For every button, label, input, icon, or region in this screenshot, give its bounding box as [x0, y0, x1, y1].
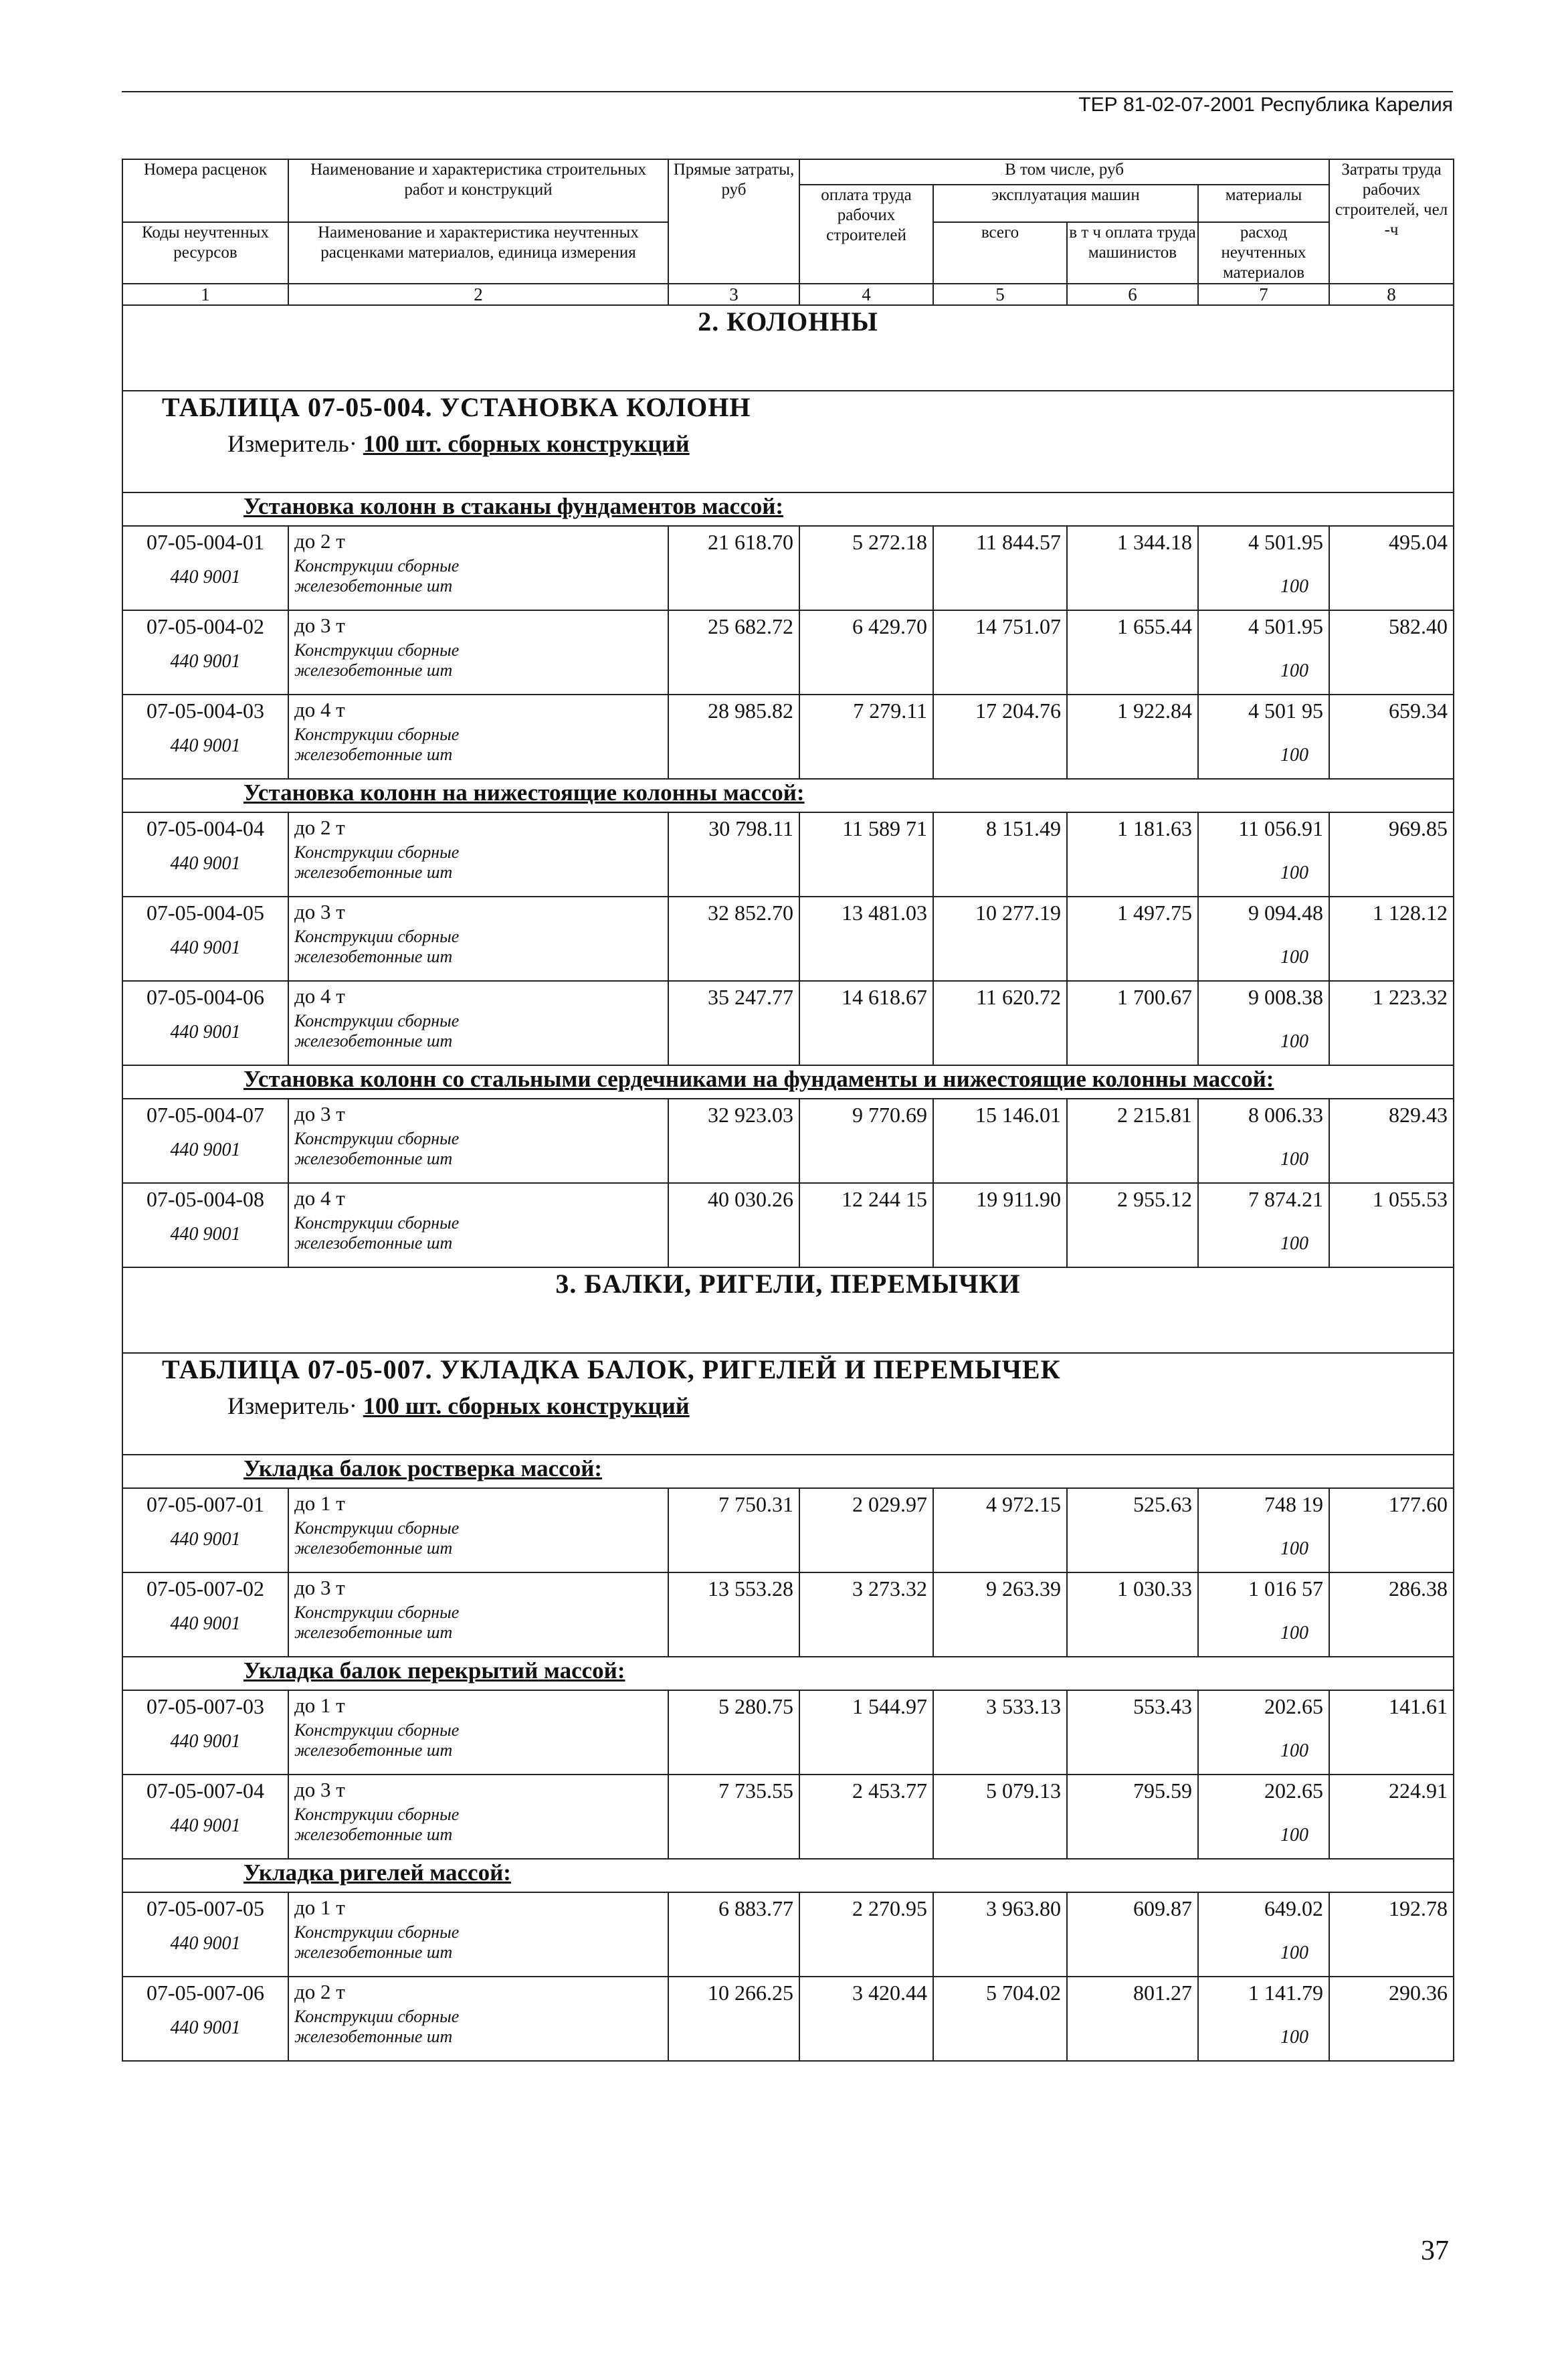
rate-code: 07-05-004-06: [146, 985, 264, 1009]
resource-name-2: железобетонные шт: [294, 1740, 453, 1760]
group-title: Укладка ригелей массой:: [122, 1859, 1454, 1892]
rate-code-cell: [122, 1977, 288, 2061]
work-name: до 3 т: [294, 1102, 345, 1125]
resource-name-2: железобетонные шт: [294, 2027, 453, 2046]
direct-costs: 21 618.70: [668, 526, 799, 610]
labor-hours: 829.43: [1329, 1099, 1454, 1183]
group-title: Установка колонн со стальными сердечниками на фундаменты и нижестоящие колонны массой:: [122, 1065, 1454, 1099]
resource-code: 440 9001: [170, 1613, 241, 1634]
labor-hours: 177.60: [1329, 1488, 1454, 1572]
resource-name-2: железобетонные шт: [294, 1623, 453, 1642]
col-header-exploit: эксплуатация машин: [933, 185, 1198, 222]
materials-cell: [1198, 1892, 1329, 1977]
materials-cost: 649.02: [1264, 1896, 1324, 1920]
materials-cell: [1198, 526, 1329, 610]
group-title: Укладка балок ростверка массой:: [122, 1455, 1454, 1488]
col-header-codes: Номера расценок: [122, 159, 288, 222]
direct-costs: 30 798.11: [668, 812, 799, 897]
rate-code: 07-05-004-02: [146, 614, 264, 638]
table-row: [122, 897, 1454, 981]
table-row: [122, 1892, 1454, 1977]
work-name: до 3 т: [294, 614, 345, 637]
rate-code: 07-05-004-03: [146, 699, 264, 723]
col-header-materials: материалы: [1198, 185, 1329, 222]
rate-code-cell: [122, 812, 288, 897]
material-consumption: 100: [1280, 576, 1309, 597]
labor-pay: 12 244 15: [799, 1183, 933, 1267]
rate-code-cell: [122, 1690, 288, 1775]
resource-name-1: Конструкции сборные: [294, 927, 460, 946]
materials-cost: 11 056.91: [1238, 816, 1324, 840]
work-name-cell: [288, 526, 668, 610]
materials-cost: 1 016 57: [1248, 1576, 1324, 1601]
labor-hours: 969.85: [1329, 812, 1454, 897]
table-title-block: [122, 1353, 1454, 1455]
table-title: ТАБЛИЦА 07-05-004. УСТАНОВКА КОЛОНН: [162, 392, 751, 422]
work-name-cell: [288, 1099, 668, 1183]
resource-code: 440 9001: [170, 853, 241, 874]
labor-hours: 582.40: [1329, 610, 1454, 695]
machinist-pay: 1 344.18: [1067, 526, 1198, 610]
resource-name-2: железобетонные шт: [294, 1538, 453, 1558]
machine-total: 11 844.57: [933, 526, 1067, 610]
labor-hours: 1 055.53: [1329, 1183, 1454, 1267]
work-name: до 4 т: [294, 698, 345, 721]
materials-cost: 4 501.95: [1248, 614, 1324, 638]
labor-pay: 6 429.70: [799, 610, 933, 695]
labor-hours: 224.91: [1329, 1775, 1454, 1859]
table-row: [122, 1977, 1454, 2061]
rate-code-cell: [122, 610, 288, 695]
resource-code: 440 9001: [170, 735, 241, 756]
section-title: 3. БАЛКИ, РИГЕЛИ, ПЕРЕМЫЧКИ: [122, 1267, 1454, 1353]
resource-code: 440 9001: [170, 1529, 241, 1550]
labor-pay: 9 770.69: [799, 1099, 933, 1183]
labor-hours: 286.38: [1329, 1572, 1454, 1657]
col-header-direct: Прямые затраты, руб: [668, 159, 799, 284]
resource-name-1: Конструкции сборные: [294, 1213, 460, 1233]
rate-code-cell: [122, 526, 288, 610]
resource-name-2: железобетонные шт: [294, 576, 453, 596]
resource-code: 440 9001: [170, 937, 241, 958]
machinist-pay: 1 700.67: [1067, 981, 1198, 1065]
rate-code: 07-05-004-07: [146, 1103, 264, 1127]
table-row: [122, 812, 1454, 897]
direct-costs: 35 247.77: [668, 981, 799, 1065]
resource-code: 440 9001: [170, 1815, 241, 1836]
resource-code: 440 9001: [170, 1933, 241, 1954]
table-row: [122, 1572, 1454, 1657]
resource-name-2: железобетонные шт: [294, 947, 453, 966]
direct-costs: 32 852.70: [668, 897, 799, 981]
rate-code-cell: [122, 1572, 288, 1657]
resource-name-2: железобетонные шт: [294, 1233, 453, 1253]
table-row: [122, 1690, 1454, 1775]
table-row: [122, 610, 1454, 695]
materials-cost: 9 094.48: [1248, 901, 1324, 925]
work-name: до 3 т: [294, 1576, 345, 1599]
rate-code: 07-05-007-04: [146, 1779, 264, 1803]
work-name-cell: [288, 897, 668, 981]
material-consumption: 100: [1280, 947, 1309, 968]
rates-table: [122, 159, 1454, 2062]
resource-name-2: железобетонные шт: [294, 1942, 453, 1962]
materials-cell: [1198, 1775, 1329, 1859]
machine-total: 3 963.80: [933, 1892, 1067, 1977]
work-name-cell: [288, 1977, 668, 2061]
col-header-machinist-pay: в т ч оплата труда машинистов: [1067, 222, 1198, 284]
machinist-pay: 801.27: [1067, 1977, 1198, 2061]
material-consumption: 100: [1280, 1623, 1309, 1643]
rate-code: 07-05-007-06: [146, 1981, 264, 2005]
group-title: Установка колонн в стаканы фундаментов массой:: [122, 492, 1454, 526]
labor-pay: 3 420.44: [799, 1977, 933, 2061]
work-name: до 1 т: [294, 1491, 345, 1515]
materials-cost: 4 501 95: [1248, 699, 1324, 723]
machine-total: 4 972.15: [933, 1488, 1067, 1572]
col-header-labor-hours: Затраты труда рабочих строителей, чел -ч: [1329, 159, 1454, 284]
table-row: [122, 1775, 1454, 1859]
materials-cell: [1198, 1690, 1329, 1775]
direct-costs: 32 923.03: [668, 1099, 799, 1183]
work-name-cell: [288, 1690, 668, 1775]
machinist-pay: 525.63: [1067, 1488, 1198, 1572]
work-name-cell: [288, 981, 668, 1065]
resource-name-1: Конструкции сборные: [294, 725, 460, 744]
machinist-pay: 1 922.84: [1067, 695, 1198, 779]
table-row: [122, 695, 1454, 779]
resource-name-2: железобетонные шт: [294, 660, 453, 680]
resource-name-2: железобетонные шт: [294, 1031, 453, 1051]
materials-cost: 1 141.79: [1248, 1981, 1324, 2005]
labor-pay: 3 273.32: [799, 1572, 933, 1657]
labor-hours: 659.34: [1329, 695, 1454, 779]
machine-total: 19 911.90: [933, 1183, 1067, 1267]
resource-name-1: Конструкции сборные: [294, 1720, 460, 1740]
col-header-resource-codes: Коды неучтенных ресурсов: [122, 222, 288, 284]
table-row: [122, 1183, 1454, 1267]
material-consumption: 100: [1280, 745, 1309, 765]
resource-code: 440 9001: [170, 1731, 241, 1752]
materials-cost: 202.65: [1264, 1779, 1324, 1803]
resource-name-1: Конструкции сборные: [294, 556, 460, 575]
column-numbers-row: 1 2 3 4 5 6 7 8: [122, 284, 1454, 305]
rate-code-cell: [122, 1488, 288, 1572]
resource-code: 440 9001: [170, 1224, 241, 1245]
labor-pay: 11 589 71: [799, 812, 933, 897]
work-name-cell: [288, 695, 668, 779]
material-consumption: 100: [1280, 2027, 1309, 2048]
material-consumption: 100: [1280, 1149, 1309, 1170]
table-row: [122, 526, 1454, 610]
materials-cell: [1198, 610, 1329, 695]
materials-cell: [1198, 812, 1329, 897]
materials-cell: [1198, 1488, 1329, 1572]
work-name-cell: [288, 610, 668, 695]
page-number: 37: [1421, 2236, 1449, 2266]
materials-cost: 4 501.95: [1248, 530, 1324, 554]
labor-hours: 1 128.12: [1329, 897, 1454, 981]
work-name-cell: [288, 1572, 668, 1657]
machinist-pay: 1 030.33: [1067, 1572, 1198, 1657]
direct-costs: 25 682.72: [668, 610, 799, 695]
resource-name-2: железобетонные шт: [294, 1825, 453, 1844]
work-name: до 1 т: [294, 1896, 345, 1919]
work-name-cell: [288, 1892, 668, 1977]
resource-code: 440 9001: [170, 651, 241, 672]
work-name-cell: [288, 1775, 668, 1859]
rate-code: 07-05-007-02: [146, 1576, 264, 1601]
material-consumption: 100: [1280, 1740, 1309, 1761]
resource-name-2: железобетонные шт: [294, 863, 453, 882]
rate-code-cell: [122, 1183, 288, 1267]
machine-total: 14 751.07: [933, 610, 1067, 695]
resource-name-1: Конструкции сборные: [294, 1603, 460, 1622]
machinist-pay: 795.59: [1067, 1775, 1198, 1859]
resource-name-2: железобетонные шт: [294, 1149, 453, 1168]
materials-cell: [1198, 695, 1329, 779]
machine-total: 8 151.49: [933, 812, 1067, 897]
materials-cost: 748 19: [1264, 1492, 1324, 1516]
work-name: до 2 т: [294, 816, 345, 839]
materials-cell: [1198, 1183, 1329, 1267]
col-header-name: Наименование и характеристика строительных работ и конструкций: [288, 159, 668, 222]
rate-code: 07-05-004-04: [146, 816, 264, 840]
document-header: ТЕР 81-02-07-2001 Республика Карелия: [1078, 94, 1453, 116]
labor-pay: 13 481.03: [799, 897, 933, 981]
rate-code-cell: [122, 1892, 288, 1977]
rate-code: 07-05-004-01: [146, 530, 264, 554]
material-consumption: 100: [1280, 1942, 1309, 1963]
materials-cell: [1198, 981, 1329, 1065]
rate-code-cell: [122, 897, 288, 981]
work-name: до 3 т: [294, 1778, 345, 1801]
machine-total: 3 533.13: [933, 1690, 1067, 1775]
labor-pay: 5 272.18: [799, 526, 933, 610]
machinist-pay: 1 181.63: [1067, 812, 1198, 897]
material-consumption: 100: [1280, 660, 1309, 681]
resource-name-2: железобетонные шт: [294, 745, 453, 764]
labor-pay: 14 618.67: [799, 981, 933, 1065]
machine-total: 10 277.19: [933, 897, 1067, 981]
machinist-pay: 2 955.12: [1067, 1183, 1198, 1267]
materials-cell: [1198, 897, 1329, 981]
machinist-pay: 2 215.81: [1067, 1099, 1198, 1183]
work-name-cell: [288, 1183, 668, 1267]
direct-costs: 28 985.82: [668, 695, 799, 779]
col-header-exploit-total: всего: [933, 222, 1067, 284]
work-name: до 2 т: [294, 1980, 345, 2003]
machine-total: 15 146.01: [933, 1099, 1067, 1183]
materials-cost: 202.65: [1264, 1694, 1324, 1718]
material-consumption: 100: [1280, 1031, 1309, 1052]
resource-name-1: Конструкции сборные: [294, 1922, 460, 1942]
resource-code: 440 9001: [170, 1022, 241, 1042]
rate-code: 07-05-004-05: [146, 901, 264, 925]
col-header-labor-pay: оплата труда рабочих строителей: [799, 185, 933, 284]
table-row: [122, 1488, 1454, 1572]
labor-hours: 1 223.32: [1329, 981, 1454, 1065]
col-header-material-consumption: расход неучтенных материалов: [1198, 222, 1329, 284]
direct-costs: 13 553.28: [668, 1572, 799, 1657]
work-name-cell: [288, 1488, 668, 1572]
rate-code-cell: [122, 1099, 288, 1183]
rate-code: 07-05-004-08: [146, 1187, 264, 1211]
work-name: до 4 т: [294, 984, 345, 1008]
material-consumption: 100: [1280, 1538, 1309, 1559]
table-row: [122, 981, 1454, 1065]
measure-line: Измеритель· 100 шт. сборных конструкций: [227, 1392, 690, 1419]
header-rule: [122, 91, 1453, 92]
resource-name-1: Конструкции сборные: [294, 1805, 460, 1824]
materials-cell: [1198, 1099, 1329, 1183]
labor-pay: 1 544.97: [799, 1690, 933, 1775]
resource-name-1: Конструкции сборные: [294, 1129, 460, 1148]
labor-pay: 2 029.97: [799, 1488, 933, 1572]
labor-hours: 141.61: [1329, 1690, 1454, 1775]
material-consumption: 100: [1280, 1825, 1309, 1845]
machine-total: 9 263.39: [933, 1572, 1067, 1657]
group-title: Установка колонн на нижестоящие колонны массой:: [122, 779, 1454, 812]
work-name-cell: [288, 812, 668, 897]
direct-costs: 40 030.26: [668, 1183, 799, 1267]
direct-costs: 5 280.75: [668, 1690, 799, 1775]
materials-cost: 8 006.33: [1248, 1103, 1324, 1127]
direct-costs: 10 266.25: [668, 1977, 799, 2061]
machine-total: 11 620.72: [933, 981, 1067, 1065]
labor-pay: 2 270.95: [799, 1892, 933, 1977]
direct-costs: 7 750.31: [668, 1488, 799, 1572]
materials-cell: [1198, 1977, 1329, 2061]
work-name: до 4 т: [294, 1186, 345, 1210]
machinist-pay: 1 497.75: [1067, 897, 1198, 981]
work-name: до 3 т: [294, 900, 345, 923]
resource-name-1: Конструкции сборные: [294, 640, 460, 660]
col-header-materials-name: Наименование и характеристика неучтенных расценками материалов, единица измерения: [288, 222, 668, 284]
resource-code: 440 9001: [170, 1140, 241, 1160]
rate-code-cell: [122, 695, 288, 779]
measure-line: Измеритель· 100 шт. сборных конструкций: [227, 430, 690, 457]
materials-cost: 7 874.21: [1248, 1187, 1324, 1211]
materials-cost: 9 008.38: [1248, 985, 1324, 1009]
group-title: Укладка балок перекрытий массой:: [122, 1657, 1454, 1690]
table-title: ТАБЛИЦА 07-05-007. УКЛАДКА БАЛОК, РИГЕЛЕЙ И ПЕРЕМЫЧЕК: [162, 1354, 1061, 1384]
labor-pay: 2 453.77: [799, 1775, 933, 1859]
material-consumption: 100: [1280, 1233, 1309, 1254]
direct-costs: 6 883.77: [668, 1892, 799, 1977]
machinist-pay: 1 655.44: [1067, 610, 1198, 695]
rate-code-cell: [122, 981, 288, 1065]
resource-name-1: Конструкции сборные: [294, 1011, 460, 1030]
labor-hours: 192.78: [1329, 1892, 1454, 1977]
labor-hours: 495.04: [1329, 526, 1454, 610]
machine-total: 5 704.02: [933, 1977, 1067, 2061]
col-header-incl: В том числе, руб: [799, 159, 1329, 185]
direct-costs: 7 735.55: [668, 1775, 799, 1859]
work-name: до 2 т: [294, 529, 345, 553]
resource-name-1: Конструкции сборные: [294, 1518, 460, 1538]
machine-total: 17 204.76: [933, 695, 1067, 779]
labor-pay: 7 279.11: [799, 695, 933, 779]
rate-code: 07-05-007-05: [146, 1896, 264, 1920]
resource-code: 440 9001: [170, 567, 241, 587]
table-row: [122, 1099, 1454, 1183]
machine-total: 5 079.13: [933, 1775, 1067, 1859]
machinist-pay: 609.87: [1067, 1892, 1198, 1977]
material-consumption: 100: [1280, 863, 1309, 883]
labor-hours: 290.36: [1329, 1977, 1454, 2061]
work-name: до 1 т: [294, 1694, 345, 1717]
resource-name-1: Конструкции сборные: [294, 2007, 460, 2026]
rate-code: 07-05-007-03: [146, 1694, 264, 1718]
rate-code: 07-05-007-01: [146, 1492, 264, 1516]
table-title-block: [122, 391, 1454, 492]
section-title: 2. КОЛОННЫ: [122, 305, 1454, 391]
resource-name-1: Конструкции сборные: [294, 842, 460, 862]
resource-code: 440 9001: [170, 2017, 241, 2038]
machinist-pay: 553.43: [1067, 1690, 1198, 1775]
materials-cell: [1198, 1572, 1329, 1657]
rate-code-cell: [122, 1775, 288, 1859]
